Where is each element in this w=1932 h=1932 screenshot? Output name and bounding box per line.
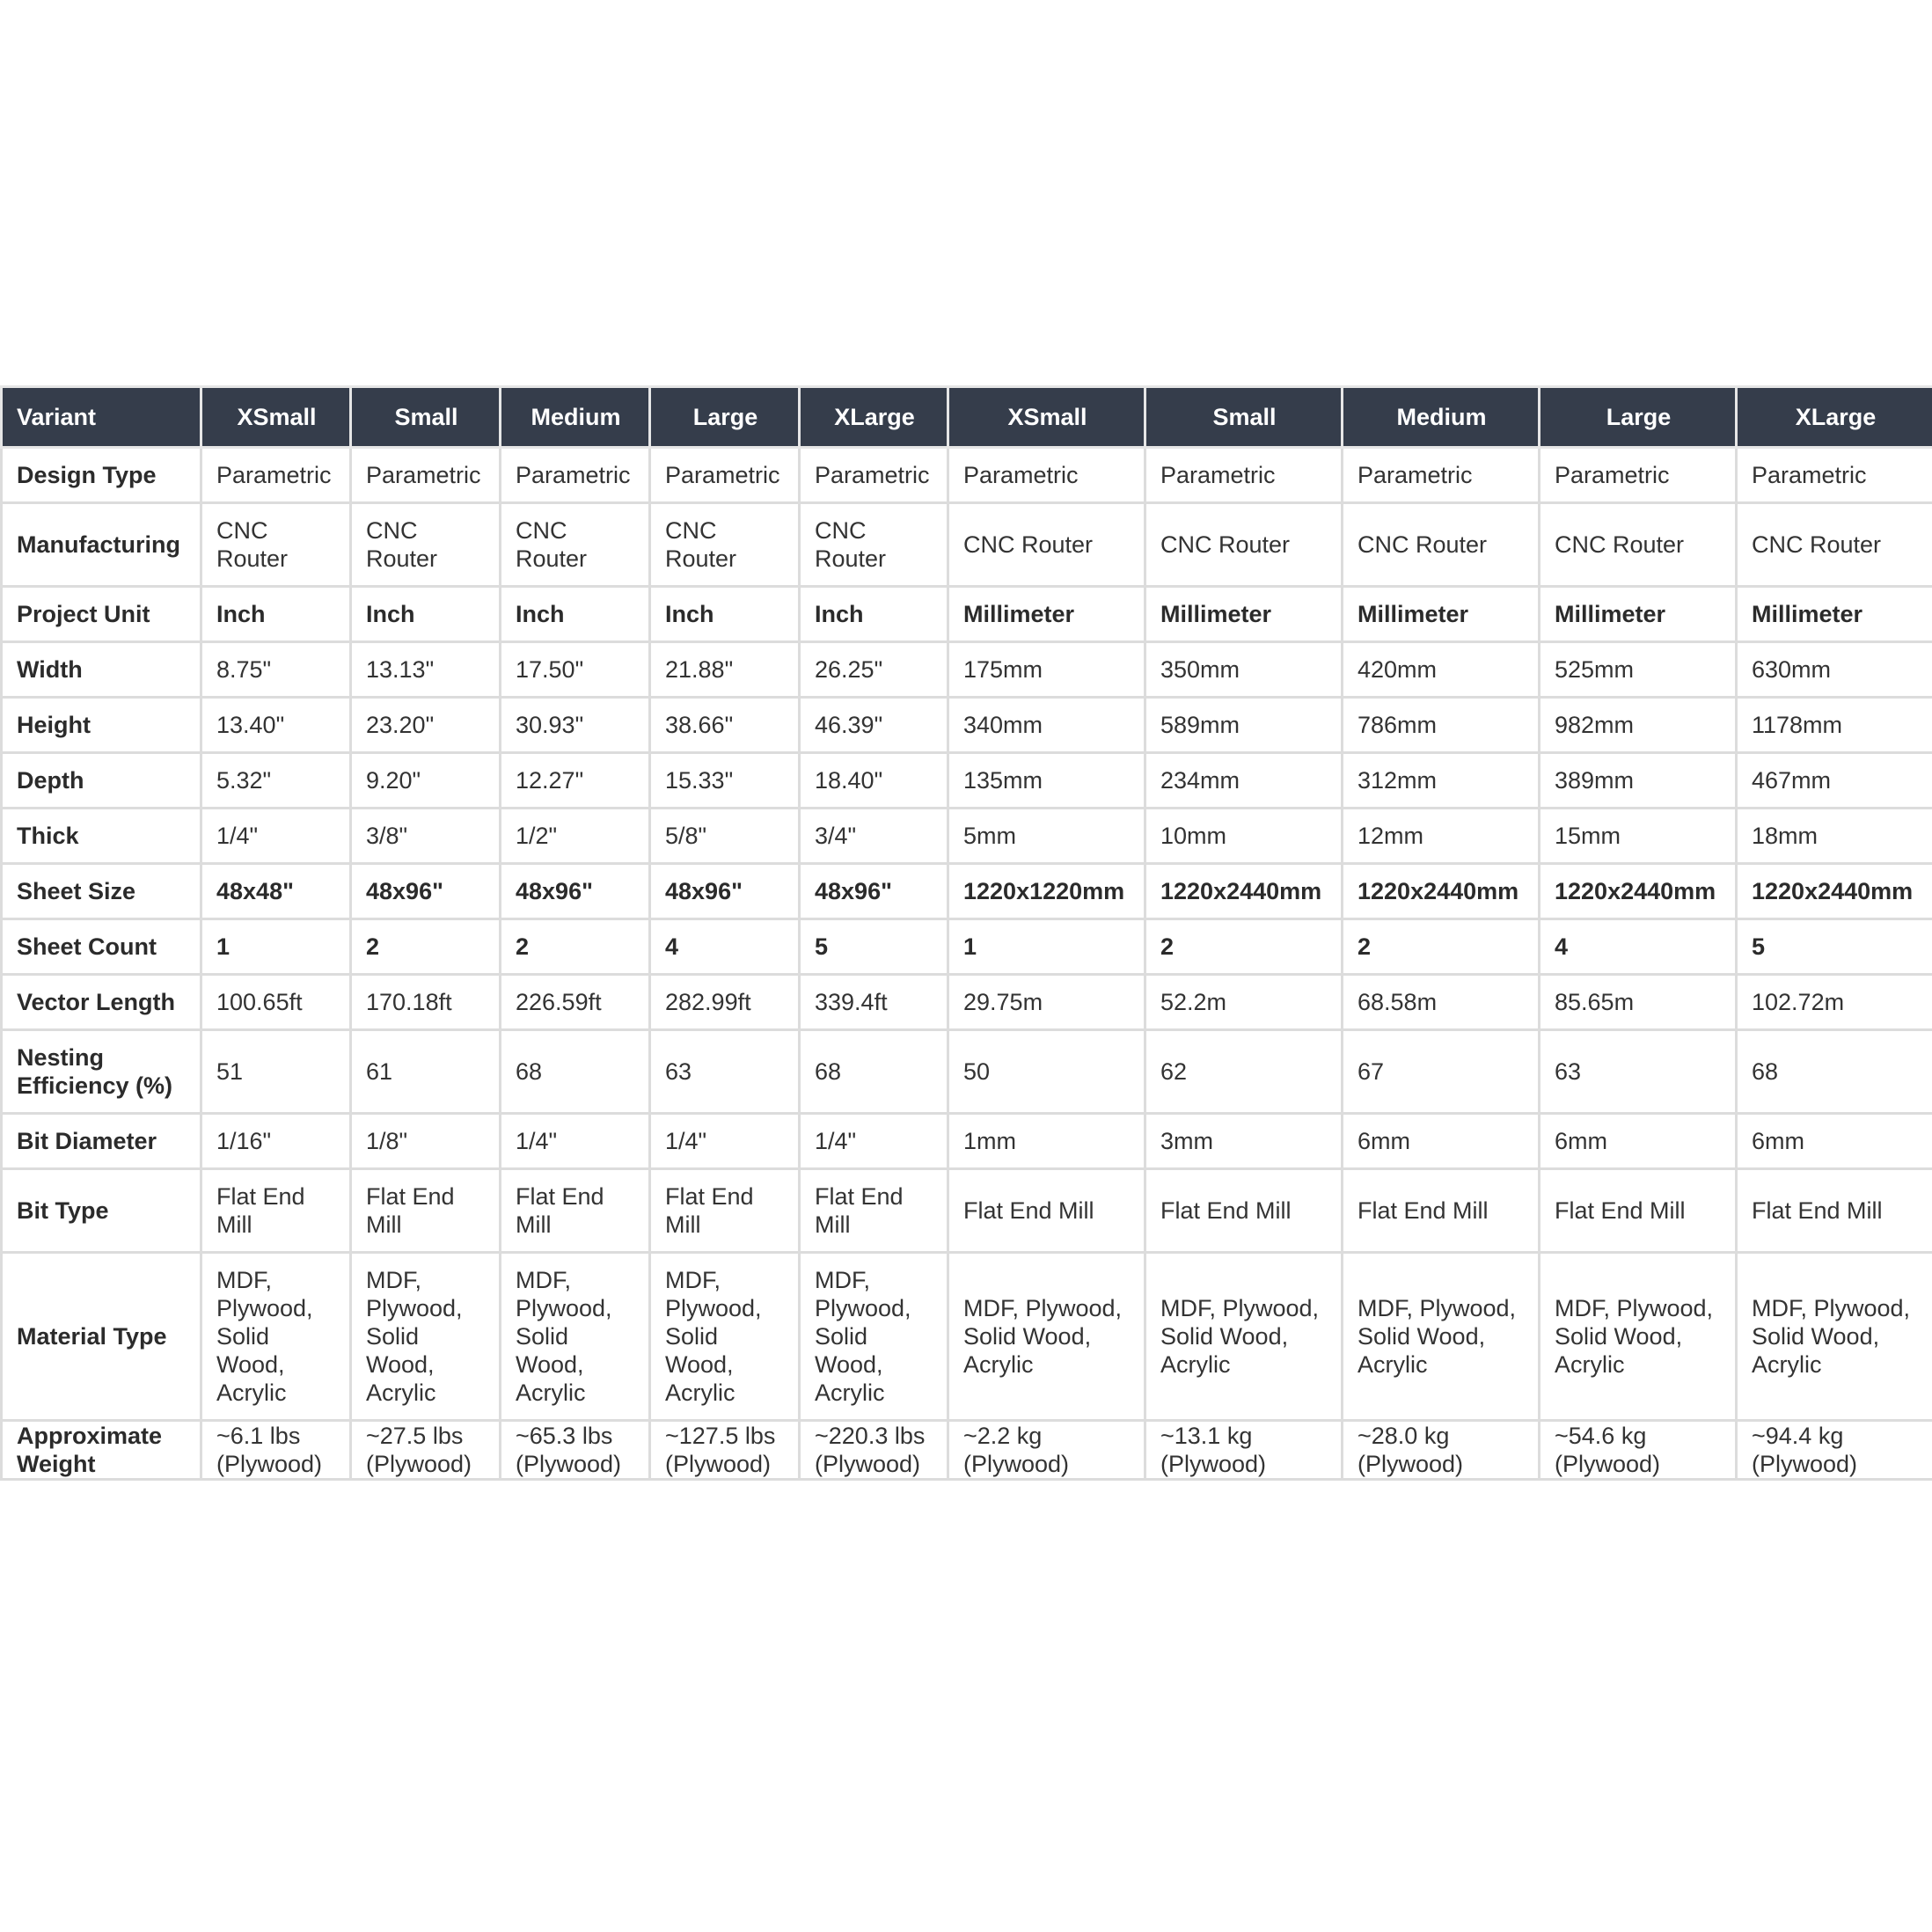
table-cell: 1/8": [351, 1114, 501, 1169]
table-cell: 48x96": [650, 864, 800, 919]
table-cell: Flat End Mill: [351, 1169, 501, 1253]
table-cell: 8.75": [201, 642, 351, 698]
header-cell: Large: [650, 387, 800, 448]
table-cell: Flat End Mill: [201, 1169, 351, 1253]
table-cell: 13.13": [351, 642, 501, 698]
table-cell: Parametric: [351, 448, 501, 503]
row-label: Design Type: [2, 448, 201, 503]
table-cell: 48x96": [351, 864, 501, 919]
table-cell: ~27.5 lbs (Plywood): [351, 1421, 501, 1480]
table-cell: 982mm: [1540, 698, 1737, 753]
table-cell: 5mm: [948, 809, 1145, 864]
table-cell: 17.50": [501, 642, 650, 698]
table-cell: 15.33": [650, 753, 800, 809]
table-row: [2, 1421, 1932, 1480]
table-cell: CNC Router: [501, 503, 650, 587]
table-cell: ~94.4 kg (Plywood): [1737, 1421, 1932, 1480]
table-cell: 15mm: [1540, 809, 1737, 864]
table-cell: 100.65ft: [201, 975, 351, 1030]
table-cell: 46.39": [800, 698, 948, 753]
table-cell: 1mm: [948, 1114, 1145, 1169]
table-cell: CNC Router: [1145, 503, 1343, 587]
table-cell: Inch: [501, 587, 650, 642]
table-cell: CNC Router: [948, 503, 1145, 587]
table-cell: 1178mm: [1737, 698, 1932, 753]
table-cell: MDF, Plywood, Solid Wood, Acrylic: [650, 1253, 800, 1421]
table-cell: 38.66": [650, 698, 800, 753]
table-cell: ~6.1 lbs (Plywood): [201, 1421, 351, 1480]
table-cell: 350mm: [1145, 642, 1343, 698]
table-cell: 1/2": [501, 809, 650, 864]
table-cell: Flat End Mill: [800, 1169, 948, 1253]
table-cell: MDF, Plywood, Solid Wood, Acrylic: [800, 1253, 948, 1421]
row-label: Manufacturing: [2, 503, 201, 587]
row-label: Approximate Weight: [2, 1421, 201, 1480]
table-cell: 18.40": [800, 753, 948, 809]
table-cell: ~28.0 kg (Plywood): [1343, 1421, 1540, 1480]
table-cell: 1220x2440mm: [1145, 864, 1343, 919]
table-cell: 3/4": [800, 809, 948, 864]
header-cell: Small: [351, 387, 501, 448]
table-cell: 1/4": [501, 1114, 650, 1169]
table-cell: Flat End Mill: [1343, 1169, 1540, 1253]
table-row: [2, 864, 1932, 919]
table-cell: Inch: [351, 587, 501, 642]
row-label: Bit Type: [2, 1169, 201, 1253]
table-cell: Parametric: [501, 448, 650, 503]
header-cell: XSmall: [201, 387, 351, 448]
table-cell: 234mm: [1145, 753, 1343, 809]
table-cell: MDF, Plywood, Solid Wood, Acrylic: [1737, 1253, 1932, 1421]
table-cell: 62: [1145, 1030, 1343, 1114]
row-label: Vector Length: [2, 975, 201, 1030]
header-cell: XLarge: [800, 387, 948, 448]
row-label: Thick: [2, 809, 201, 864]
table-row: [2, 809, 1932, 864]
table-cell: 175mm: [948, 642, 1145, 698]
table-cell: 1220x2440mm: [1343, 864, 1540, 919]
table-row: [2, 448, 1932, 503]
table-cell: 1/16": [201, 1114, 351, 1169]
row-label: Sheet Size: [2, 864, 201, 919]
table-cell: Parametric: [948, 448, 1145, 503]
table-cell: Flat End Mill: [1145, 1169, 1343, 1253]
table-cell: 2: [1343, 919, 1540, 975]
table-cell: 18mm: [1737, 809, 1932, 864]
table-cell: CNC Router: [1540, 503, 1737, 587]
table-cell: MDF, Plywood, Solid Wood, Acrylic: [201, 1253, 351, 1421]
row-label: Material Type: [2, 1253, 201, 1421]
table-cell: 68: [800, 1030, 948, 1114]
table-row: [2, 642, 1932, 698]
table-cell: Inch: [201, 587, 351, 642]
table-cell: 1220x1220mm: [948, 864, 1145, 919]
table-cell: 282.99ft: [650, 975, 800, 1030]
table-cell: Flat End Mill: [1540, 1169, 1737, 1253]
table-cell: 48x96": [501, 864, 650, 919]
table-cell: MDF, Plywood, Solid Wood, Acrylic: [351, 1253, 501, 1421]
table-row: [2, 587, 1932, 642]
table-cell: 10mm: [1145, 809, 1343, 864]
table-cell: MDF, Plywood, Solid Wood, Acrylic: [1540, 1253, 1737, 1421]
row-label: Depth: [2, 753, 201, 809]
header-cell: XLarge: [1737, 387, 1932, 448]
table-cell: Parametric: [650, 448, 800, 503]
table-cell: 1/4": [650, 1114, 800, 1169]
row-label: Project Unit: [2, 587, 201, 642]
table-cell: 6mm: [1540, 1114, 1737, 1169]
table-body: [2, 448, 1932, 1480]
header-cell: XSmall: [948, 387, 1145, 448]
table-cell: 1: [948, 919, 1145, 975]
table-cell: 63: [1540, 1030, 1737, 1114]
table-cell: 589mm: [1145, 698, 1343, 753]
table-row: [2, 919, 1932, 975]
table-cell: Parametric: [1737, 448, 1932, 503]
table-cell: Millimeter: [948, 587, 1145, 642]
table-cell: 26.25": [800, 642, 948, 698]
table-cell: 135mm: [948, 753, 1145, 809]
table-cell: CNC Router: [800, 503, 948, 587]
table-row: [2, 975, 1932, 1030]
table-row: [2, 1114, 1932, 1169]
table-cell: 786mm: [1343, 698, 1540, 753]
table-cell: CNC Router: [650, 503, 800, 587]
table-cell: 1220x2440mm: [1737, 864, 1932, 919]
table-cell: Flat End Mill: [1737, 1169, 1932, 1253]
table-cell: Millimeter: [1737, 587, 1932, 642]
table-cell: MDF, Plywood, Solid Wood, Acrylic: [1343, 1253, 1540, 1421]
table-cell: 5: [1737, 919, 1932, 975]
table-cell: Inch: [800, 587, 948, 642]
table-cell: ~220.3 lbs (Plywood): [800, 1421, 948, 1480]
table-cell: 312mm: [1343, 753, 1540, 809]
table-cell: 525mm: [1540, 642, 1737, 698]
table-cell: Parametric: [201, 448, 351, 503]
table-cell: ~2.2 kg (Plywood): [948, 1421, 1145, 1480]
table-cell: 4: [1540, 919, 1737, 975]
header-row: [2, 387, 1932, 448]
header-cell-variant: Variant: [2, 387, 201, 448]
table-cell: 13.40": [201, 698, 351, 753]
table-cell: Flat End Mill: [948, 1169, 1145, 1253]
table-cell: 1: [201, 919, 351, 975]
table-cell: 52.2m: [1145, 975, 1343, 1030]
table-cell: 1/4": [800, 1114, 948, 1169]
table-cell: Flat End Mill: [650, 1169, 800, 1253]
table-cell: Parametric: [1145, 448, 1343, 503]
table-cell: 2: [501, 919, 650, 975]
table-cell: Parametric: [1343, 448, 1540, 503]
table-cell: ~65.3 lbs (Plywood): [501, 1421, 650, 1480]
table-cell: Millimeter: [1145, 587, 1343, 642]
table-cell: MDF, Plywood, Solid Wood, Acrylic: [948, 1253, 1145, 1421]
row-label: Nesting Efficiency (%): [2, 1030, 201, 1114]
table-cell: 467mm: [1737, 753, 1932, 809]
header-cell: Medium: [1343, 387, 1540, 448]
table-cell: 63: [650, 1030, 800, 1114]
table-cell: 9.20": [351, 753, 501, 809]
table-cell: CNC Router: [1343, 503, 1540, 587]
row-label: Width: [2, 642, 201, 698]
table-cell: 102.72m: [1737, 975, 1932, 1030]
table-cell: 6mm: [1343, 1114, 1540, 1169]
spec-table: [0, 385, 1932, 1481]
table-cell: CNC Router: [1737, 503, 1932, 587]
header-cell: Small: [1145, 387, 1343, 448]
table-cell: 4: [650, 919, 800, 975]
table-cell: MDF, Plywood, Solid Wood, Acrylic: [1145, 1253, 1343, 1421]
table-cell: 1/4": [201, 809, 351, 864]
table-header: [2, 387, 1932, 448]
row-label: Sheet Count: [2, 919, 201, 975]
table-cell: ~13.1 kg (Plywood): [1145, 1421, 1343, 1480]
table-cell: 5.32": [201, 753, 351, 809]
table-cell: Millimeter: [1343, 587, 1540, 642]
table-cell: ~127.5 lbs (Plywood): [650, 1421, 800, 1480]
table-cell: CNC Router: [351, 503, 501, 587]
table-row: [2, 698, 1932, 753]
table-cell: 12mm: [1343, 809, 1540, 864]
table-cell: 85.65m: [1540, 975, 1737, 1030]
table-row: [2, 1253, 1932, 1421]
table-cell: 3/8": [351, 809, 501, 864]
table-cell: 5: [800, 919, 948, 975]
table-cell: 61: [351, 1030, 501, 1114]
table-cell: Flat End Mill: [501, 1169, 650, 1253]
table-cell: 48x96": [800, 864, 948, 919]
table-cell: Millimeter: [1540, 587, 1737, 642]
table-cell: 51: [201, 1030, 351, 1114]
table-cell: 170.18ft: [351, 975, 501, 1030]
table-cell: 29.75m: [948, 975, 1145, 1030]
table-cell: 48x48": [201, 864, 351, 919]
table-cell: 630mm: [1737, 642, 1932, 698]
table-cell: 30.93": [501, 698, 650, 753]
table-row: [2, 503, 1932, 587]
table-cell: 340mm: [948, 698, 1145, 753]
table-cell: 420mm: [1343, 642, 1540, 698]
table-cell: 6mm: [1737, 1114, 1932, 1169]
table-cell: ~54.6 kg (Plywood): [1540, 1421, 1737, 1480]
table-row: [2, 1030, 1932, 1114]
header-cell: Large: [1540, 387, 1737, 448]
table-cell: 5/8": [650, 809, 800, 864]
table-cell: 68: [1737, 1030, 1932, 1114]
table-cell: 1220x2440mm: [1540, 864, 1737, 919]
table-cell: 68: [501, 1030, 650, 1114]
table-cell: 2: [351, 919, 501, 975]
table-cell: 226.59ft: [501, 975, 650, 1030]
table-cell: 21.88": [650, 642, 800, 698]
table-cell: MDF, Plywood, Solid Wood, Acrylic: [501, 1253, 650, 1421]
row-label: Height: [2, 698, 201, 753]
table-cell: 68.58m: [1343, 975, 1540, 1030]
table-row: [2, 753, 1932, 809]
table-cell: Inch: [650, 587, 800, 642]
table-cell: CNC Router: [201, 503, 351, 587]
table-row: [2, 1169, 1932, 1253]
header-cell: Medium: [501, 387, 650, 448]
table-cell: 23.20": [351, 698, 501, 753]
table-cell: 12.27": [501, 753, 650, 809]
table-cell: Parametric: [1540, 448, 1737, 503]
row-label: Bit Diameter: [2, 1114, 201, 1169]
table-cell: 2: [1145, 919, 1343, 975]
table-cell: 50: [948, 1030, 1145, 1114]
table-cell: 67: [1343, 1030, 1540, 1114]
table-cell: Parametric: [800, 448, 948, 503]
table-cell: 389mm: [1540, 753, 1737, 809]
table-cell: 3mm: [1145, 1114, 1343, 1169]
table-cell: 339.4ft: [800, 975, 948, 1030]
